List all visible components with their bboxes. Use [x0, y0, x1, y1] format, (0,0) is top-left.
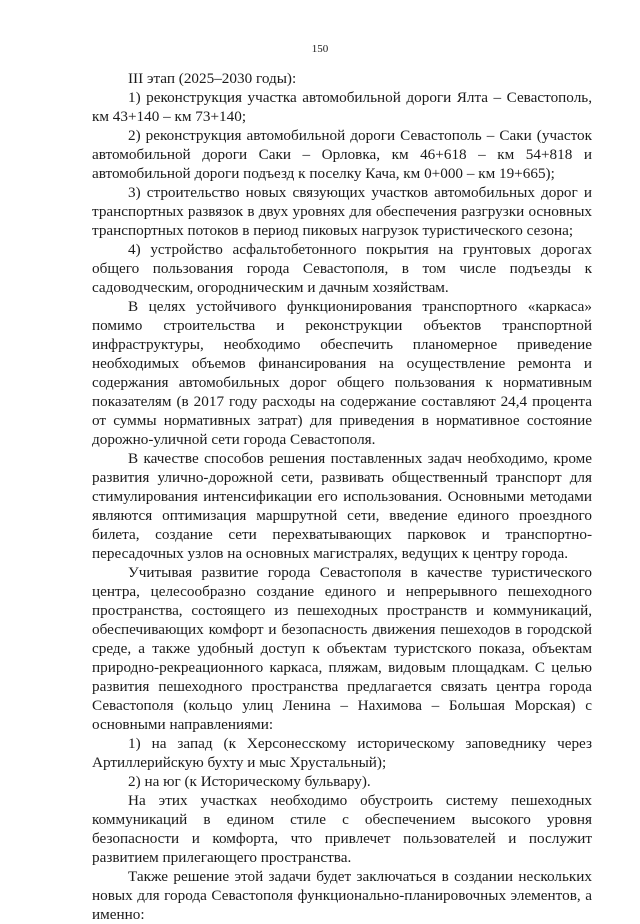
list-item: 1) реконструкция участка автомобильной дороги Ялта – Севастополь, км 43+140 – км 73+140; [92, 89, 592, 125]
document-body [92, 69, 592, 924]
paragraph: Учитывая развитие города Севастополя в качестве туристического центра, целесообразно создание единого и непрерывного пешеходного пространства, состоящего из пешеходных пространств и коммуникаций, обеспечивающих комфорт и безопасность движения пешеходов в городской среде, а также удобный доступ к объектам туристского показа, объектам природно-рекреационного каркаса, пляжам, видовым площадкам. С целью развития пешеходного пространства предлагается связать центра города Севастополя (кольцо улиц Ленина – Нахимова – Большая Морская) с основными направлениями: [92, 564, 592, 733]
paragraph: На этих участках необходимо обустроить систему пешеходных коммуникаций в едином стиле с обеспечением высокого уровня безопасности и комфорта, что привлечет пользователей и послужит развитием прилегающего пространства. [92, 792, 592, 866]
list-item: 2) реконструкция автомобильной дороги Севастополь – Саки (участок автомобильной дороги Саки – Орловка, км 46+618 – км 54+818 и автомобильной дороги подъезд к поселку Кача, км 0+000 – км 19+665); [92, 127, 592, 182]
list-item: 4) устройство асфальтобетонного покрытия на грунтовых дорогах общего пользования города Севастополя, в том числе подъезды к садоводческим, огородническим и дачным хозяйствам. [92, 241, 592, 296]
list-item: 1) на запад (к Херсонесскому историческому заповеднику через Артиллерийскую бухту и мыс Хрустальный); [92, 735, 592, 771]
page-number: 150 [311, 43, 329, 55]
paragraph: В качестве способов решения поставленных задач необходимо, кроме развития улично-дорожной сети, развивать общественный транспорт для стимулирования интенсификации его использования. Основными методами являются оптимизация маршрутной сети, введение единого проездного билета, создание сети перехватывающих парковок и транспортно-пересадочных узлов на основных магистралях, ведущих к центру города. [92, 450, 592, 562]
paragraph: Также решение этой задачи будет заключаться в создании нескольких новых для города Севастополя функционально-планировочных элементов, а именно: [92, 868, 592, 923]
list-item: 3) строительство новых связующих участков автомобильных дорог и транспортных развязок в двух уровнях для обеспечения разгрузки основных транспортных потоков в период пиковых нагрузок туристического сезона; [92, 184, 592, 239]
list-item: 2) на юг (к Историческому бульвару). [128, 773, 371, 790]
stage-heading: III этап (2025–2030 годы): [128, 70, 297, 87]
paragraph: В целях устойчивого функционирования транспортного «каркаса» помимо строительства и реконструкции объектов транспортной инфраструктуры, необходимо обеспечить планомерное приведение необходимых объемов финансирования на осуществление ремонта и содержания автомобильных дорог общего пользования к нормативным показателям (в 2017 году расходы на содержание составляют 24,4 процента от суммы нормативных затрат) для приведения в нормативное состояние дорожно-уличной сети города Севастополя. [92, 298, 592, 448]
